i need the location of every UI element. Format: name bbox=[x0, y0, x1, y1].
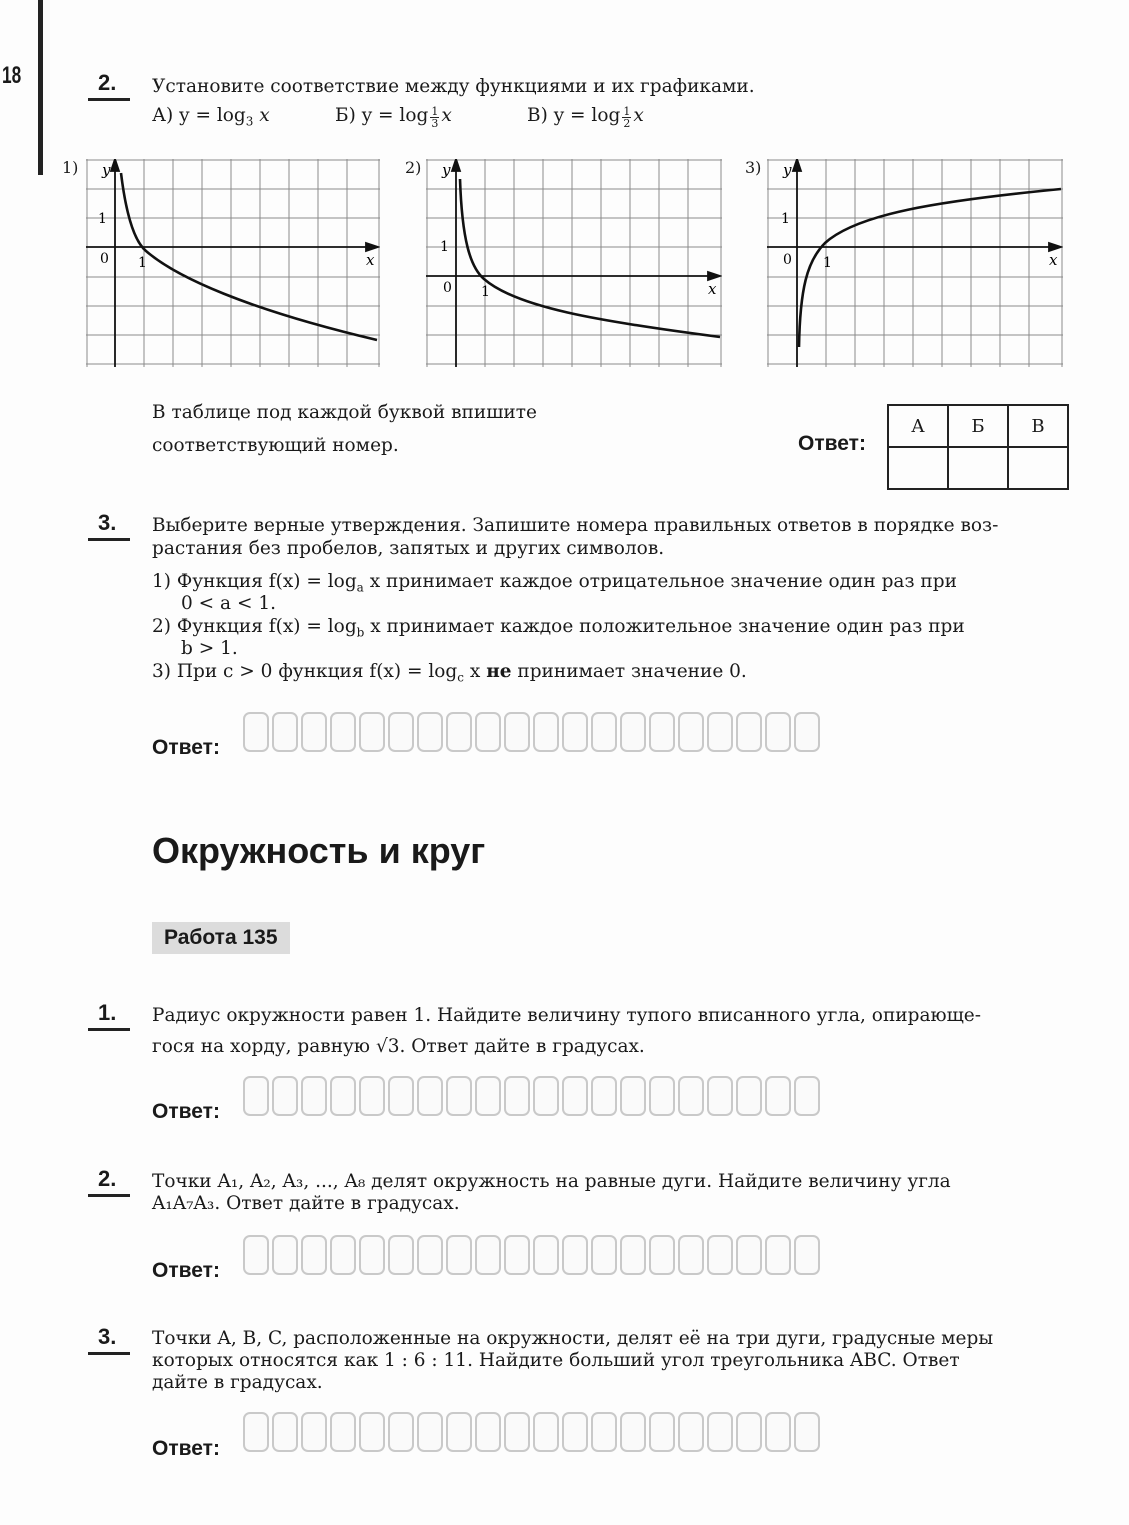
graph3-x-label: x bbox=[1049, 251, 1058, 269]
table-instruction-line2: соответствующий номер. bbox=[152, 435, 399, 456]
task3-answer-cells[interactable] bbox=[243, 712, 823, 752]
task3-statement-1: 1) Функция $f(x) = \log_a x$ принимает каждое отрицательное значение один раз при bbox=[152, 571, 957, 595]
graph1-tick-y: 1 bbox=[98, 211, 107, 227]
work-label: Работа 135 bbox=[152, 922, 290, 954]
section-title: Окружность и круг bbox=[152, 830, 486, 871]
graph1-origin: 0 bbox=[100, 251, 109, 267]
table-cell-a[interactable] bbox=[888, 447, 948, 489]
w2-line2: A₁A₇A₃. Ответ дайте в градусах. bbox=[152, 1193, 460, 1214]
w1-answer-cells[interactable] bbox=[243, 1076, 823, 1116]
margin-bar bbox=[38, 0, 43, 175]
w3-answer-cells[interactable] bbox=[243, 1412, 823, 1452]
table-instruction-line1: В таблице под каждой буквой впишите bbox=[152, 402, 537, 423]
task3-statement-2-cont: b > 1. bbox=[181, 638, 238, 659]
table-cell-c[interactable] bbox=[1008, 447, 1068, 489]
graph1 bbox=[86, 159, 380, 367]
graph2-y-label: y bbox=[442, 161, 451, 179]
task3-answer-label: Ответ: bbox=[152, 736, 220, 759]
graph3 bbox=[767, 159, 1063, 367]
task3-statement-3: 3) При c > 0 функция $f(x) = \log_c x$ не принимает значение 0. bbox=[152, 661, 747, 685]
w2-underline bbox=[88, 1194, 130, 1197]
w1-line1: Радиус окружности равен 1. Найдите величину тупого вписанного угла, опирающе- bbox=[152, 1005, 981, 1026]
task2-answer-table bbox=[887, 404, 1069, 490]
task3-prompt-line2: растания без пробелов, запятых и других символов. bbox=[152, 538, 665, 559]
task2-prompt: Установите соответствие между функциями и их графиками. bbox=[152, 76, 755, 97]
w2-answer-label: Ответ: bbox=[152, 1259, 220, 1282]
graph1-y-label: y bbox=[102, 161, 111, 179]
w1-number: 1. bbox=[98, 1000, 117, 1025]
task3-prompt-line1: Выберите верные утверждения. Запишите номера правильных ответов в порядке воз- bbox=[152, 515, 999, 536]
page-number: 18 bbox=[2, 62, 22, 89]
w3-answer-label: Ответ: bbox=[152, 1437, 220, 1460]
w1-line2: гося на хорду, равную √3. Ответ дайте в градусах. bbox=[152, 1036, 645, 1057]
graph3-label: 3) bbox=[745, 158, 762, 177]
task2-option-c: В) y = log $\frac{1}{2}$ x bbox=[527, 105, 644, 130]
graph2 bbox=[426, 159, 722, 367]
w3-number: 3. bbox=[98, 1324, 117, 1349]
graph3-origin: 0 bbox=[783, 252, 792, 268]
task2-option-b: Б) y = log $\frac{1}{3}$ x bbox=[335, 105, 452, 130]
task2-underline bbox=[88, 98, 130, 101]
w2-number: 2. bbox=[98, 1166, 117, 1191]
task2-number: 2. bbox=[98, 70, 117, 95]
graph3-tick-y: 1 bbox=[781, 211, 790, 227]
w3-line1: Точки A, B, C, расположенные на окружности, делят её на три дуги, градусные меры bbox=[152, 1328, 994, 1349]
task3-statement-2: 2) Функция $f(x) = \log_b x$ принимает каждое положительное значение один раз при bbox=[152, 616, 965, 640]
graph2-tick-y: 1 bbox=[440, 239, 449, 255]
graph3-tick-x: 1 bbox=[823, 255, 832, 271]
task2-option-a: А) $y = \log_3 x$ bbox=[152, 105, 270, 129]
graph2-tick-x: 1 bbox=[481, 284, 490, 300]
graph3-y-label: y bbox=[783, 161, 792, 179]
graph2-label: 2) bbox=[405, 158, 422, 177]
w1-answer-label: Ответ: bbox=[152, 1100, 220, 1123]
w2-line1: Точки A₁, A₂, A₃, ..., A₈ делят окружность на равные дуги. Найдите величину угла bbox=[152, 1171, 951, 1192]
table-header-a: А bbox=[888, 405, 948, 447]
w3-line3: дайте в градусах. bbox=[152, 1372, 323, 1393]
task3-statement-1-cont: 0 < a < 1. bbox=[181, 593, 276, 614]
graph1-label: 1) bbox=[62, 158, 79, 177]
table-header-b: Б bbox=[948, 405, 1008, 447]
task2-answer-label: Ответ: bbox=[798, 432, 866, 455]
graph2-x-label: x bbox=[708, 280, 717, 298]
table-cell-b[interactable] bbox=[948, 447, 1008, 489]
task3-underline bbox=[88, 538, 130, 541]
w1-underline bbox=[88, 1028, 130, 1031]
w2-answer-cells[interactable] bbox=[243, 1235, 823, 1275]
graph1-tick-x: 1 bbox=[138, 255, 147, 271]
table-header-c: В bbox=[1008, 405, 1068, 447]
task3-number: 3. bbox=[98, 510, 117, 535]
graph2-origin: 0 bbox=[443, 280, 452, 296]
graph1-x-label: x bbox=[366, 251, 375, 269]
w3-underline bbox=[88, 1352, 130, 1355]
w3-line2: которых относятся как 1 : 6 : 11. Найдите больший угол треугольника ABC. Ответ bbox=[152, 1350, 960, 1371]
